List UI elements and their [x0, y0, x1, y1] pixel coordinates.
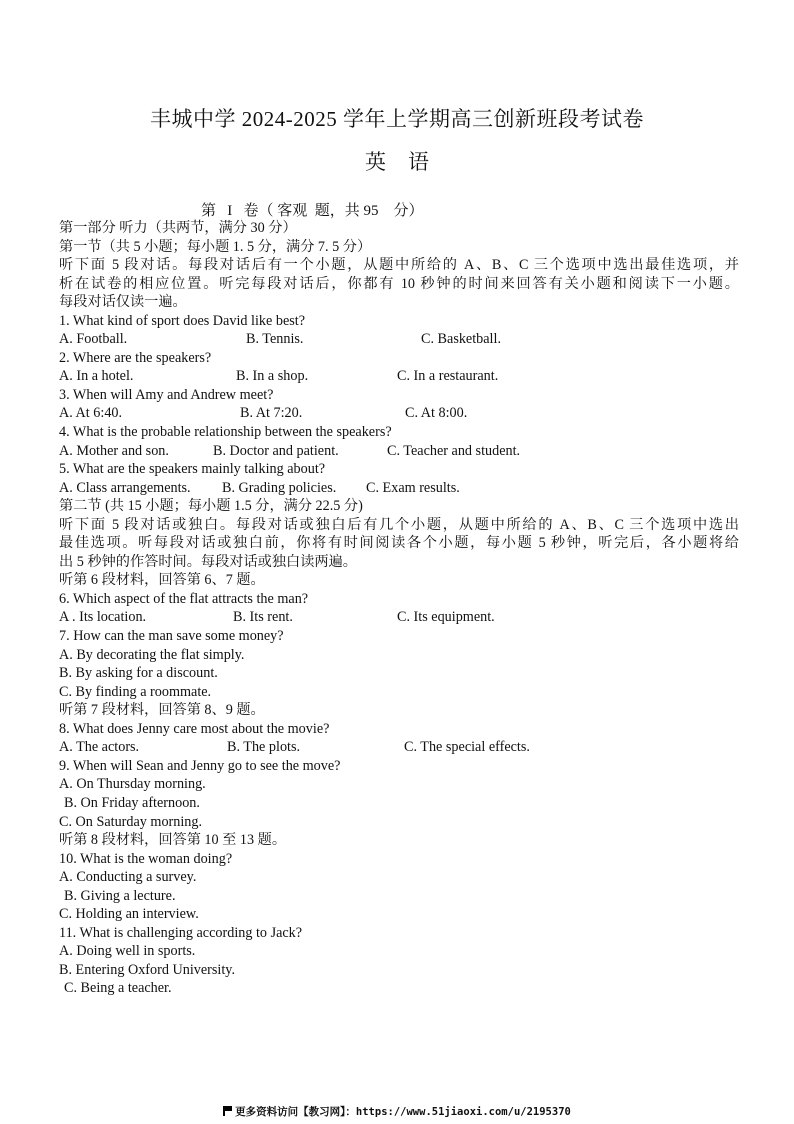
instruction-line: 析在试卷的相应位置。听完每段对话后，你都有 10 秒钟的时间来回答有关小题和阅读下一小题。	[59, 275, 739, 292]
material-heading: 听第 8 段材料，回答第 10 至 13 题。	[59, 832, 287, 849]
options-row	[59, 404, 739, 423]
option-a: A. In a hotel.	[59, 368, 134, 385]
question-text: 4. What is the probable relationship between the speakers?	[59, 424, 392, 441]
flag-icon	[223, 1106, 232, 1116]
part-heading: 第一部分 听力（共两节，满分 30 分）	[59, 220, 297, 236]
option-c: C. By finding a roommate.	[59, 683, 212, 700]
option-b: B. Its rent.	[233, 609, 293, 626]
option-b: B. Entering Oxford University.	[59, 961, 235, 978]
question-text: 5. What are the speakers mainly talking about?	[59, 461, 326, 478]
option-a: A. The actors.	[59, 739, 140, 756]
option-b: B. Tennis.	[246, 331, 304, 348]
volume-heading: 第 I 卷（ 客观 题，共 95 分）	[201, 203, 424, 219]
option-c: C. Holding an interview.	[59, 906, 199, 923]
instruction-line: 最佳选项。听每段对话或独白前，你将有时间阅读各个小题，每小题 5 秒钟，听完后，各小题将给	[59, 535, 739, 552]
options-row	[59, 479, 739, 498]
section-heading: 第一节（共 5 小题；每小题 1. 5 分，满分 7. 5 分）	[59, 238, 372, 255]
option-a: A . Its location.	[59, 609, 147, 626]
option-c: C. Teacher and student.	[387, 442, 521, 459]
material-heading: 听第 7 段材料，回答第 8、9 题。	[59, 702, 265, 719]
footer-link-text[interactable]: 更多资料访问【教习网】：https://www.51jiaoxi.com/u/2195370	[235, 1106, 571, 1118]
exam-title: 丰城中学 2024-2025 学年上学期高三创新班段考试卷	[150, 107, 644, 131]
option-a: A. On Thursday morning.	[59, 776, 206, 793]
options-row	[59, 608, 739, 627]
question-text: 1. What kind of sport does David like best?	[59, 312, 306, 329]
option-c: C. Exam results.	[366, 479, 460, 496]
instruction-line: 听下面 5 段对话或独白。每段对话或独白后有几个小题，从题中所给的 A、B、C 三个选项中选出	[59, 516, 739, 533]
option-a: A. Class arrangements.	[59, 479, 191, 496]
material-heading: 听第 6 段材料，回答第 6、7 题。	[59, 572, 265, 589]
options-row	[59, 442, 739, 461]
option-c: C. At 8:00.	[405, 405, 468, 422]
option-b: B. Giving a lecture.	[64, 887, 176, 904]
option-c: C. In a restaurant.	[397, 368, 499, 385]
option-b: B. On Friday afternoon.	[64, 794, 200, 811]
option-a: A. Doing well in sports.	[59, 943, 196, 960]
option-a: A. Mother and son.	[59, 442, 169, 459]
question-text: 8. What does Jenny care most about the movie?	[59, 720, 330, 737]
option-a: A. At 6:40.	[59, 405, 123, 422]
option-c: C. On Saturday morning.	[59, 813, 203, 830]
option-c: C. Being a teacher.	[64, 980, 172, 997]
option-b: B. By asking for a discount.	[59, 665, 218, 682]
option-b: B. In a shop.	[236, 368, 309, 385]
question-text: 3. When will Amy and Andrew meet?	[59, 386, 274, 403]
question-text: 7. How can the man save some money?	[59, 628, 284, 645]
question-text: 9. When will Sean and Jenny go to see the move?	[59, 757, 341, 774]
option-b: B. The plots.	[227, 739, 301, 756]
instruction-line: 出 5 秒钟的作答时间。每段对话或独白读两遍。	[59, 553, 357, 570]
footer	[0, 1104, 794, 1119]
option-a: A. Football.	[59, 331, 128, 348]
subject-title: 英语	[365, 150, 451, 174]
section-heading: 第二节 (共 15 小题；每小题 1.5 分，满分 22.5 分)	[59, 498, 363, 515]
instruction-line: 每段对话仅读一遍。	[59, 294, 187, 311]
exam-body	[59, 219, 739, 998]
option-c: C. Its equipment.	[397, 609, 495, 626]
instruction-line: 听下面 5 段对话。每段对话后有一个小题，从题中所给的 A、B、C 三个选项中选出最佳选项，并	[59, 257, 739, 274]
question-text: 2. Where are the speakers?	[59, 349, 212, 366]
option-c: C. Basketball.	[421, 331, 501, 348]
options-row	[59, 738, 739, 757]
option-b: B. At 7:20.	[240, 405, 303, 422]
option-a: A. Conducting a survey.	[59, 869, 197, 886]
question-text: 11. What is challenging according to Jack?	[59, 924, 303, 941]
options-row	[59, 367, 739, 386]
option-b: B. Grading policies.	[222, 479, 337, 496]
option-a: A. By decorating the flat simply.	[59, 646, 245, 663]
question-text: 6. Which aspect of the flat attracts the man?	[59, 590, 309, 607]
options-row	[59, 330, 739, 349]
option-c: C. The special effects.	[404, 739, 530, 756]
question-text: 10. What is the woman doing?	[59, 850, 233, 867]
option-b: B. Doctor and patient.	[213, 442, 339, 459]
